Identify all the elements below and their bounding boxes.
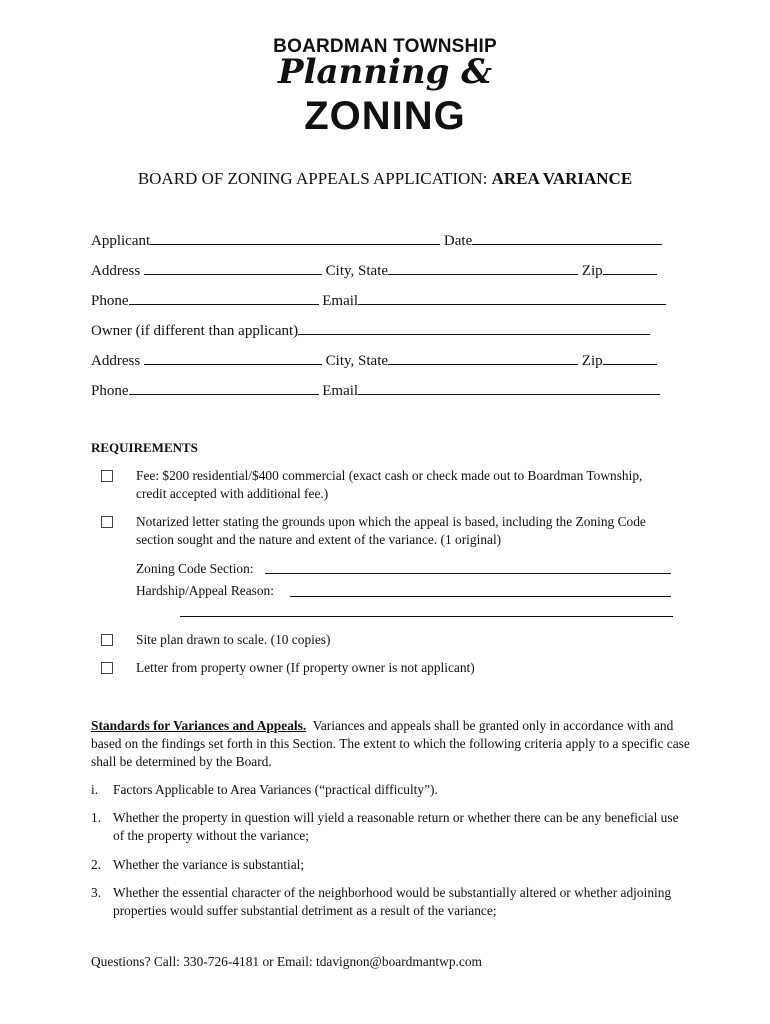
owner-zip-field[interactable]: [603, 350, 657, 365]
address-field[interactable]: [144, 260, 322, 275]
owner-email-field[interactable]: [358, 380, 660, 395]
applicant-row: [91, 230, 662, 250]
date-label: Date: [443, 233, 473, 249]
logo-planning-text: Planning &: [278, 52, 492, 92]
owner-phone-field[interactable]: [129, 380, 319, 395]
owner-city-state-field[interactable]: [388, 350, 578, 365]
criterion-text: Whether the property in question will yield a reasonable return or whether there can be any beneficial use of the property without the variance;: [113, 810, 679, 843]
email-label: Email: [322, 293, 359, 309]
criterion-text: Whether the variance is substantial;: [113, 857, 305, 872]
zoning-code-label: Zoning Code Section:: [136, 561, 254, 576]
fee-checkbox[interactable]: [101, 470, 113, 482]
requirement-owner-letter: Letter from property owner (If property owner is not applicant): [136, 660, 475, 675]
owner-phone-label: Phone: [91, 383, 129, 399]
page-title: [0, 169, 770, 189]
requirement-notarized-letter: Notarized letter stating the grounds upon which the appeal is based, including the Zoning Code section sought and the nature and extent of the variance. (1 original): [136, 514, 646, 547]
logo-township-name: BOARDMAN TOWNSHIP: [273, 36, 497, 57]
contact-footer: Questions? Call: 330-726-4181 or Email: tdavignon@boardmantwp.com: [91, 954, 482, 969]
city-state-field[interactable]: [388, 260, 578, 275]
standards-intro: Variances and appeals shall be granted only in accordance with and based on the findings set forth in this Section. The extent to which the following criteria apply to a specific case shall be determined by the Board.: [91, 718, 690, 769]
criterion-num: 3.: [91, 885, 102, 900]
city-state-label: City, State: [325, 263, 389, 279]
hardship-label: Hardship/Appeal Reason:: [136, 583, 274, 598]
owner-address-row: [91, 350, 657, 370]
title-emphasis: AREA VARIANCE: [491, 169, 633, 188]
owner-city-state-label: City, State: [325, 353, 389, 369]
requirement-site-plan: Site plan drawn to scale. (10 copies): [136, 632, 331, 647]
owner-zip-label: Zip: [581, 353, 603, 369]
phone-field[interactable]: [129, 290, 319, 305]
criterion-text: Whether the essential character of the neighborhood would be substantially altered or whether adjoining properties would suffer substantial detriment as a result of the variance;: [113, 885, 672, 918]
site-plan-checkbox[interactable]: [101, 634, 113, 646]
date-field[interactable]: [472, 230, 662, 245]
requirement-fee: Fee: $200 residential/$400 commercial (exact cash or check made out to Boardman Township, credit accepted with additional fee.): [136, 468, 643, 501]
requirements-heading: REQUIREMENTS: [91, 440, 198, 455]
hardship-field-continued[interactable]: [180, 616, 673, 617]
applicant-field[interactable]: [150, 230, 440, 245]
criterion-num: 2.: [91, 857, 102, 872]
applicant-label: Applicant: [91, 233, 151, 249]
zoning-code-field[interactable]: [265, 573, 671, 574]
factor-num: i.: [91, 782, 99, 797]
owner-address-label: Address: [91, 353, 141, 369]
owner-email-label: Email: [322, 383, 359, 399]
phone-label: Phone: [91, 293, 129, 309]
title-prefix: BOARD OF ZONING APPEALS APPLICATION:: [137, 169, 492, 188]
address-label: Address: [91, 263, 141, 279]
factor-text: Factors Applicable to Area Variances (“practical difficulty”).: [113, 782, 438, 797]
standards-paragraph: [91, 717, 691, 771]
applicant-phone-row: [91, 290, 666, 310]
owner-letter-checkbox[interactable]: [101, 662, 113, 674]
applicant-address-row: [91, 260, 657, 280]
owner-field[interactable]: [298, 320, 650, 335]
zip-label: Zip: [581, 263, 603, 279]
email-field[interactable]: [358, 290, 666, 305]
hardship-field[interactable]: [290, 596, 671, 597]
logo-zoning-text: ZONING: [304, 94, 466, 138]
owner-label: Owner (if different than applicant): [91, 323, 299, 339]
notarized-letter-checkbox[interactable]: [101, 516, 113, 528]
owner-address-field[interactable]: [144, 350, 322, 365]
standards-heading: Standards for Variances and Appeals.: [91, 718, 307, 733]
criterion-num: 1.: [91, 810, 102, 825]
owner-phone-row: [91, 380, 660, 400]
zip-field[interactable]: [603, 260, 657, 275]
owner-row: [91, 320, 650, 340]
